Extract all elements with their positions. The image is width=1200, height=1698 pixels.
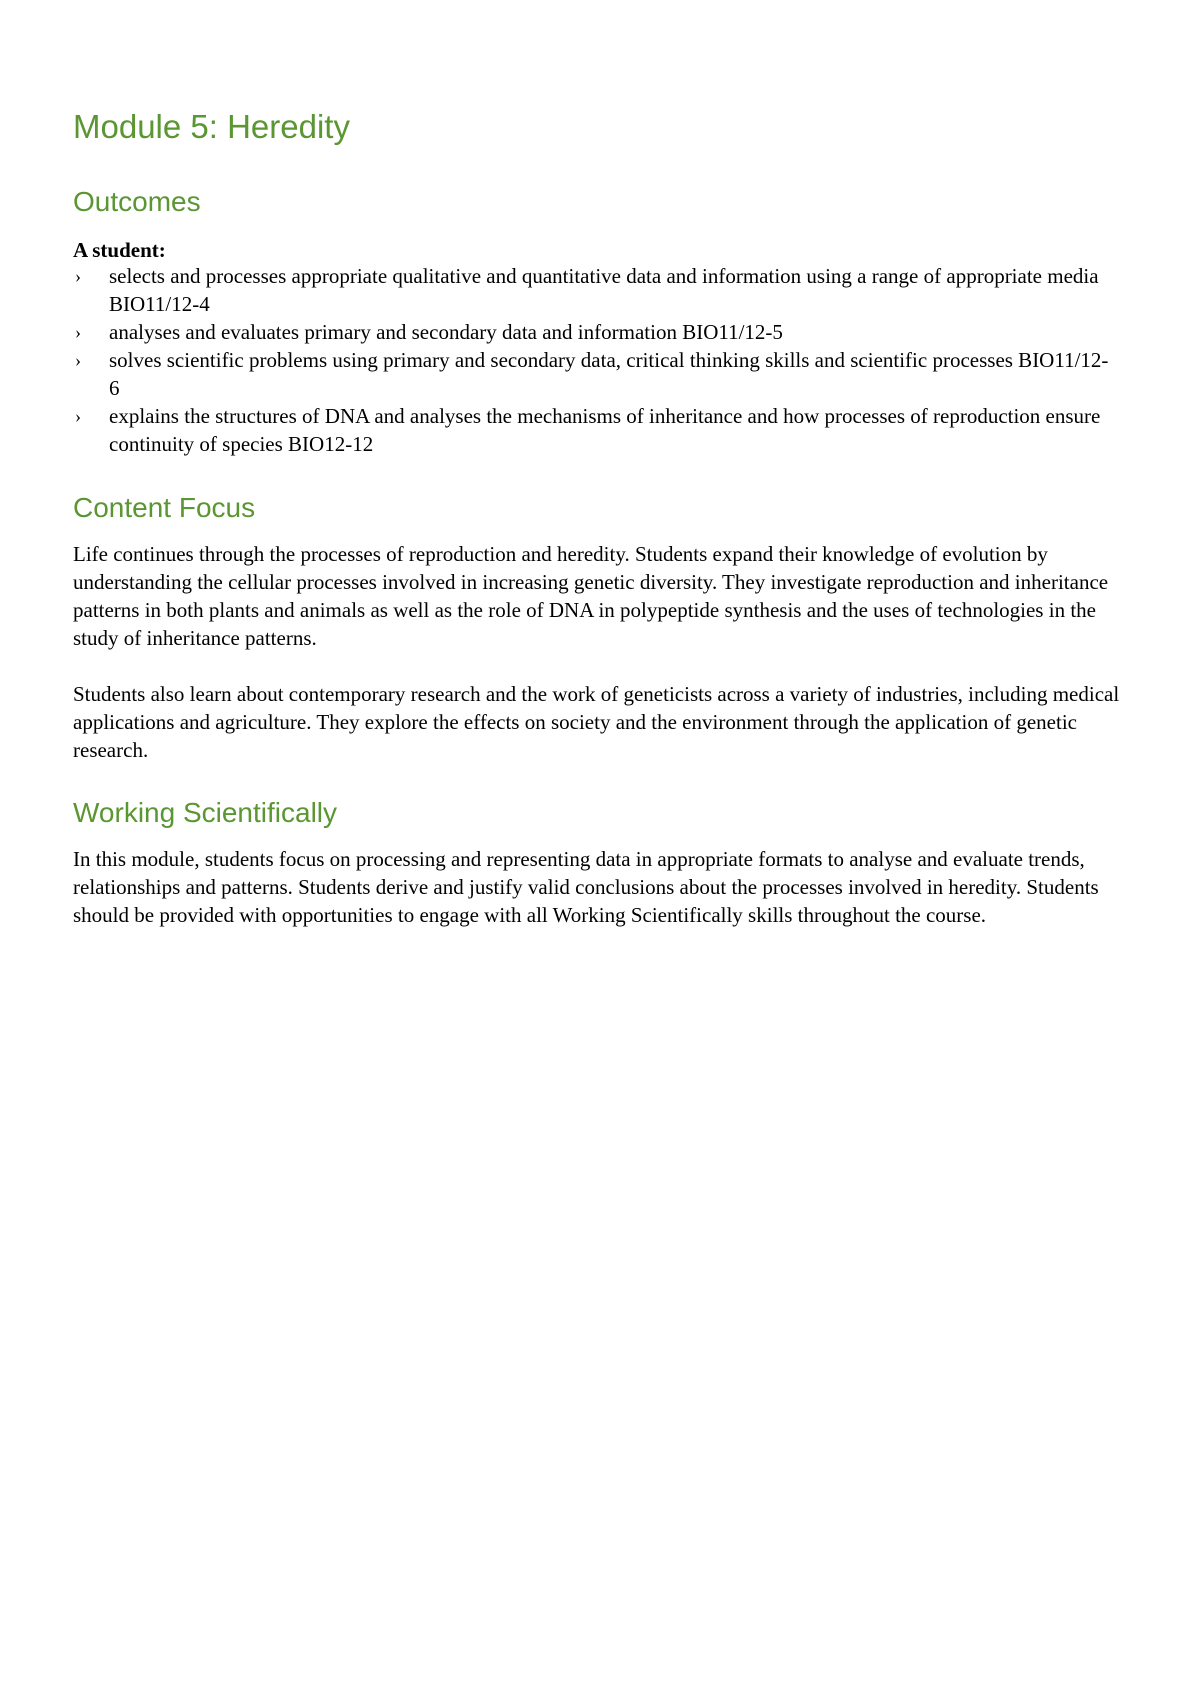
chevron-right-icon: › bbox=[75, 322, 81, 342]
content-focus-paragraph: Students also learn about contemporary research and the work of geneticists across a variety of industries, including medical applications and agriculture. They explore the effects on society and the environment through the application of genetic research. bbox=[73, 682, 1120, 762]
outcomes-lead: A student: bbox=[73, 238, 166, 262]
outcome-text: analyses and evaluates primary and secondary data and information BIO11/12-5 bbox=[109, 320, 783, 344]
working-scientifically-heading: Working Scientifically bbox=[73, 797, 338, 828]
chevron-right-icon: › bbox=[75, 350, 81, 370]
outcome-item bbox=[73, 402, 1113, 458]
outcome-item bbox=[73, 346, 1113, 402]
chevron-right-icon: › bbox=[75, 266, 81, 286]
outcome-text: solves scientific problems using primary and secondary data, critical thinking skills and scientific processes BIO11/12-6 bbox=[109, 348, 1109, 400]
content-focus-paragraph: Life continues through the processes of reproduction and heredity. Students expand their knowledge of evolution by understanding the cellular processes involved in increasing genetic diversity. They investigate reproduction and inheritance patterns in both plants and animals as well as the role of DNA in polypeptide synthesis and the uses of technologies in the study of inheritance patterns. bbox=[73, 542, 1109, 650]
outcome-text: selects and processes appropriate qualitative and quantitative data and information using a range of appropriate media BIO11/12-4 bbox=[109, 264, 1099, 316]
outcomes-list bbox=[73, 262, 1113, 458]
module-title: Module 5: Heredity bbox=[73, 108, 350, 145]
content-focus-heading: Content Focus bbox=[73, 492, 256, 523]
chevron-right-icon: › bbox=[75, 406, 81, 426]
outcome-item bbox=[73, 318, 1113, 346]
outcome-item bbox=[73, 262, 1113, 318]
outcome-text: explains the structures of DNA and analyses the mechanisms of inheritance and how processes of reproduction ensure continuity of species BIO12-12 bbox=[109, 404, 1101, 456]
outcomes-heading: Outcomes bbox=[73, 186, 201, 217]
working-scientifically-paragraph: In this module, students focus on processing and representing data in appropriate formats to analyse and evaluate trends, relationships and patterns. Students derive and justify valid conclusions about the processes involved in heredity. Students should be provided with opportunities to engage with all Working Scientifically skills throughout the course. bbox=[73, 847, 1099, 927]
